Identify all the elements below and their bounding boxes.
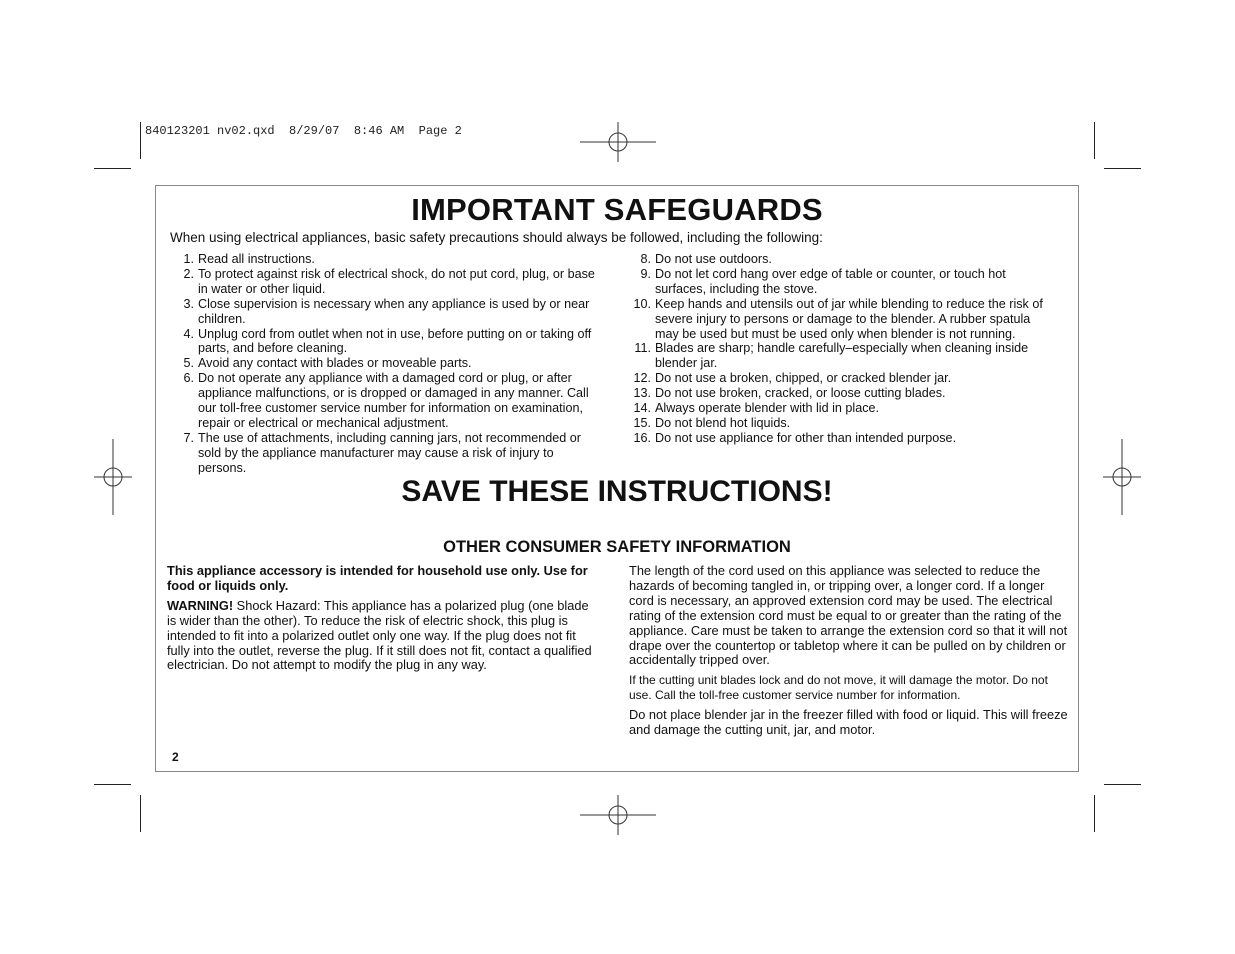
safeguard-item <box>172 356 602 371</box>
safeguard-item <box>172 252 602 267</box>
warning-label: WARNING! <box>167 597 234 613</box>
intro-text: When using electrical appliances, basic safety precautions should always be followed, including the following: <box>170 230 823 245</box>
safeguard-number: 2. <box>183 266 194 281</box>
safeguard-number: 14. <box>633 401 651 416</box>
warning-paragraph <box>167 599 597 674</box>
safeguard-item <box>172 297 602 327</box>
safeguard-item <box>629 297 1049 342</box>
household-use-notice: This appliance accessory is intended for household use only. Use for food or liquids only. <box>167 563 588 593</box>
save-instructions-heading: SAVE THESE INSTRUCTIONS! <box>401 475 833 508</box>
safeguard-number: 13. <box>633 386 651 401</box>
registration-mark-icon <box>580 122 656 162</box>
safeguard-number: 15. <box>633 415 651 430</box>
safeguard-number: 10. <box>633 296 651 311</box>
safeguards-list-left <box>172 252 602 476</box>
print-slug: 840123201 nv02.qxd 8/29/07 8:46 AM Page 2 <box>145 124 462 138</box>
safeguard-item <box>629 267 1049 297</box>
safeguard-text: Read all instructions. <box>198 252 315 266</box>
safeguard-text: Do not blend hot liquids. <box>655 415 791 430</box>
crop-mark <box>140 795 141 832</box>
document-panel <box>155 185 1079 772</box>
safeguard-number: 16. <box>633 430 651 445</box>
safeguard-number: 12. <box>633 371 651 386</box>
crop-mark <box>140 122 141 159</box>
safeguard-item <box>172 431 602 476</box>
safeguard-item <box>629 431 1049 446</box>
safeguard-item <box>629 371 1049 386</box>
other-safety-heading: OTHER CONSUMER SAFETY INFORMATION <box>443 538 791 556</box>
safety-info-left-column <box>167 564 597 678</box>
safeguard-item <box>172 371 602 431</box>
safeguards-list-right <box>629 252 1049 446</box>
safeguard-item <box>629 252 1049 267</box>
safeguard-text: Do not operate any appliance with a damaged cord or plug, or after appliance malfunctions, or is dropped or damaged in any manner. Call our toll-free customer service number for information on examination, repair or electrical or mechanical adjustment. <box>198 371 589 430</box>
safeguard-item <box>629 401 1049 416</box>
safeguard-text: Do not use outdoors. <box>655 252 772 266</box>
safety-info-right-column <box>629 564 1069 743</box>
safeguard-number: 11. <box>634 341 651 356</box>
safeguard-number: 3. <box>183 296 194 311</box>
cord-paragraph: The length of the cord used on this appliance was selected to reduce the hazards of becoming tangled in, or tripping over, a longer cord. If a longer cord is necessary, an approved extension cord may be used. The electrical rating of the extension cord must be equal to or greater than the rating of the appliance. Care must be taken to arrange the extension cord so that it will not drape over the countertop or tabletop where it can be pulled on by children or accidentally tripped over. <box>629 563 1068 668</box>
safeguard-text: Always operate blender with lid in place. <box>655 401 880 416</box>
crop-mark <box>1104 784 1141 785</box>
crop-mark <box>94 168 131 169</box>
safeguard-text: Do not use broken, cracked, or loose cutting blades. <box>655 386 946 401</box>
safeguard-item <box>172 267 602 297</box>
page-title: IMPORTANT SAFEGUARDS <box>411 192 823 227</box>
safeguard-number: 7. <box>183 430 194 445</box>
registration-mark-icon <box>580 795 656 835</box>
safeguard-text: Unplug cord from outlet when not in use, before putting on or taking off parts, and before cleaning. <box>198 326 592 356</box>
registration-mark-icon <box>1103 439 1141 515</box>
safeguard-number: 1. <box>183 252 194 266</box>
safeguard-text: Avoid any contact with blades or moveable parts. <box>198 356 472 371</box>
safeguard-number: 4. <box>183 326 194 341</box>
page-number: 2 <box>172 750 179 764</box>
safeguard-item <box>172 327 602 357</box>
safeguard-item <box>629 341 1049 371</box>
safeguard-text: Blades are sharp; handle carefully–especially when cleaning inside blender jar. <box>655 341 1029 371</box>
safeguard-number: 8. <box>640 252 651 266</box>
safeguard-text: Keep hands and utensils out of jar while blending to reduce the risk of severe injury to persons or damage to the blender. A rubber spatula may be used but must be used only when blender is not running. <box>655 296 1043 341</box>
registration-mark-icon <box>94 439 132 515</box>
crop-mark <box>1104 168 1141 169</box>
safeguard-text: The use of attachments, including canning jars, not recommended or sold by the appliance manufacturer may cause a risk of injury to persons. <box>198 430 581 475</box>
safeguard-item <box>629 416 1049 431</box>
safeguard-number: 9. <box>640 266 651 281</box>
crop-mark <box>94 784 131 785</box>
safeguard-text: Do not use appliance for other than intended purpose. <box>655 430 957 445</box>
freezer-paragraph: Do not place blender jar in the freezer filled with food or liquid. This will freeze and damage the cutting unit, jar, and motor. <box>629 707 1068 738</box>
crop-mark <box>1094 795 1095 832</box>
safeguard-number: 6. <box>183 371 194 386</box>
warning-text: Shock Hazard: This appliance has a polarized plug (one blade is wider than the other). To reduce the risk of electric shock, this plug is intended to fit into a polarized outlet only one way. If the plug does not fit fully into the outlet, reverse the plug. If it still does not fit, contact a qualified electrician. Do not attempt to modify the plug in any way. <box>167 597 592 673</box>
safeguard-text: Do not use a broken, chipped, or cracked blender jar. <box>655 371 952 386</box>
safeguard-text: Close supervision is necessary when any appliance is used by or near children. <box>198 296 590 326</box>
crop-mark <box>1094 122 1095 159</box>
blades-paragraph: If the cutting unit blades lock and do not move, it will damage the motor. Do not use. Call the toll-free customer service number for information. <box>629 673 1048 703</box>
safeguard-text: To protect against risk of electrical shock, do not put cord, plug, or base in water or other liquid. <box>198 266 595 296</box>
safeguard-text: Do not let cord hang over edge of table or counter, or touch hot surfaces, including the stove. <box>655 266 1006 296</box>
safeguard-number: 5. <box>183 356 194 371</box>
safeguard-item <box>629 386 1049 401</box>
